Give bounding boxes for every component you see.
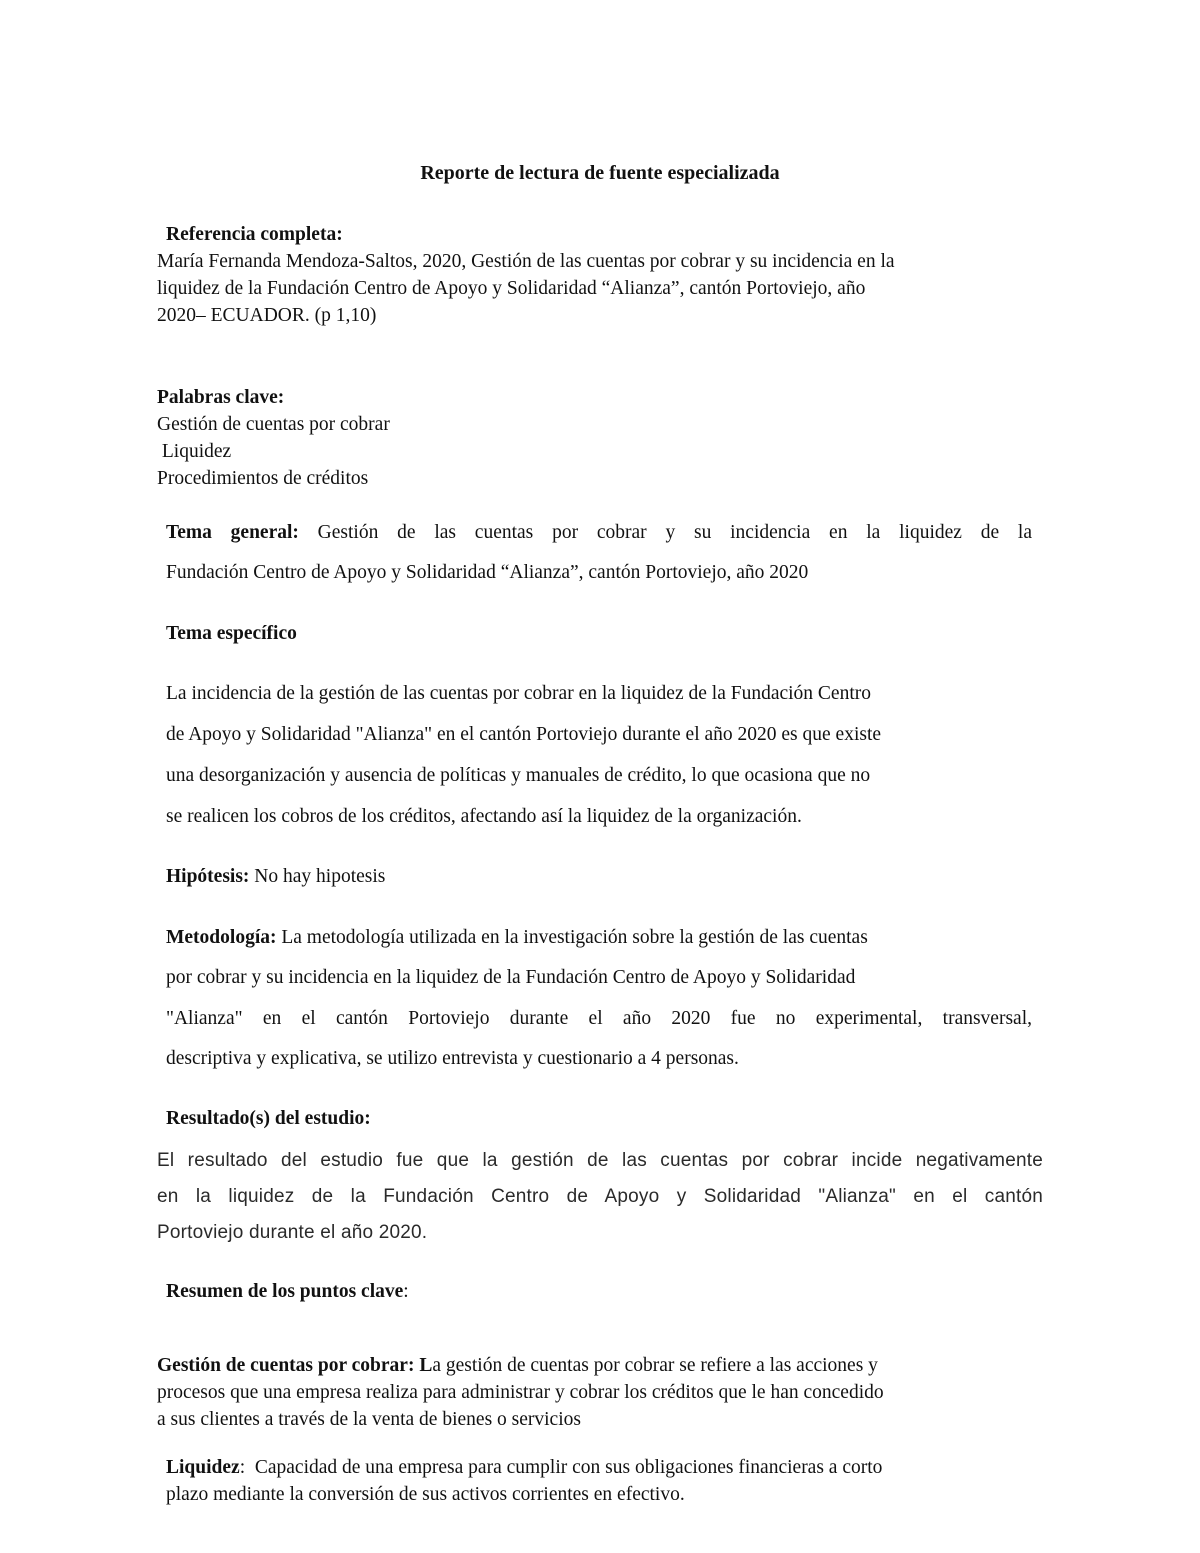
tema-general-label: Tema general: [166, 522, 299, 543]
tema-especifico-line: de Apoyo y Solidaridad "Alianza" en el cantón Portoviejo durante el año 2020 es que existe [166, 724, 882, 745]
tema-especifico-line: se realicen los cobros de los créditos, afectando así la liquidez de la organización. [166, 806, 802, 827]
liquidez-line-1 [166, 1457, 882, 1479]
gestion-line: procesos que una empresa realiza para administrar y cobrar los créditos que le han concedido [157, 1382, 884, 1403]
hipotesis-label: Hipótesis: [166, 866, 250, 887]
keyword-item: Procedimientos de créditos [157, 468, 369, 489]
liquidez-text: : Capacidad de una empresa para cumplir con sus obligaciones financieras a corto [239, 1457, 883, 1478]
resumen-colon: : [403, 1281, 409, 1302]
tema-especifico-line: una desorganización y ausencia de políticas y manuales de crédito, lo que ocasiona que no [166, 765, 871, 786]
tema-general-line-1 [166, 522, 1032, 544]
gestion-line-1 [157, 1355, 878, 1377]
resultados-label: Resultado(s) del estudio: [166, 1108, 371, 1129]
resultados-line: Portoviejo durante el año 2020. [157, 1222, 428, 1243]
metodologia-text: La metodología utilizada en la investigación sobre la gestión de las cuentas [276, 927, 868, 948]
resumen-heading [166, 1281, 409, 1303]
gestion-label: Gestión de cuentas por cobrar: L [157, 1355, 433, 1376]
tema-general-line-2: Fundación Centro de Apoyo y Solidaridad “Alianza”, cantón Portoviejo, año 2020 [166, 562, 809, 583]
metodologia-line: descriptiva y explicativa, se utilizo entrevista y cuestionario a 4 personas. [166, 1048, 739, 1069]
tema-especifico-line: La incidencia de la gestión de las cuentas por cobrar en la liquidez de la Fundación Centro [166, 683, 871, 704]
tema-especifico-label: Tema específico [166, 623, 297, 644]
liquidez-line-2: plazo mediante la conversión de sus activos corrientes en efectivo. [166, 1484, 685, 1505]
gestion-line: a sus clientes a través de la venta de bienes o servicios [157, 1409, 581, 1430]
keyword-item: Liquidez [157, 441, 232, 462]
referencia-line-3: 2020– ECUADOR. (p 1,10) [157, 305, 377, 326]
palabras-clave-label: Palabras clave: [157, 387, 285, 408]
keyword-item: Gestión de cuentas por cobrar [157, 414, 390, 435]
metodologia-line: "Alianza" en el cantón Portoviejo durante el año 2020 fue no experimental, transversal, [166, 1008, 1032, 1029]
liquidez-label: Liquidez [166, 1457, 240, 1478]
hipotesis-text: No hay hipotesis [249, 866, 386, 887]
referencia-line-2: liquidez de la Fundación Centro de Apoyo y Solidaridad “Alianza”, cantón Portoviejo, año [157, 278, 866, 299]
metodologia-label: Metodología: [166, 927, 277, 948]
gestion-text: a gestión de cuentas por cobrar se refiere a las acciones y [432, 1355, 878, 1376]
hipotesis-line [166, 866, 385, 888]
resultados-line: El resultado del estudio fue que la gestión de las cuentas por cobrar incide negativamente [157, 1150, 1043, 1171]
resultados-line: en la liquidez de la Fundación Centro de Apoyo y Solidaridad "Alianza" en el cantón [157, 1186, 1043, 1207]
document-title: Reporte de lectura de fuente especializada [420, 162, 780, 184]
referencia-line-1: María Fernanda Mendoza-Saltos, 2020, Gestión de las cuentas por cobrar y su incidencia en la [157, 251, 895, 272]
resumen-label: Resumen de los puntos clave [166, 1281, 404, 1302]
referencia-label: Referencia completa: [166, 224, 343, 245]
metodologia-line-1 [166, 927, 868, 949]
tema-general-text: Gestión de las cuentas por cobrar y su incidencia en la liquidez de la [298, 522, 1032, 543]
metodologia-line: por cobrar y su incidencia en la liquidez de la Fundación Centro de Apoyo y Solidaridad [166, 967, 856, 988]
